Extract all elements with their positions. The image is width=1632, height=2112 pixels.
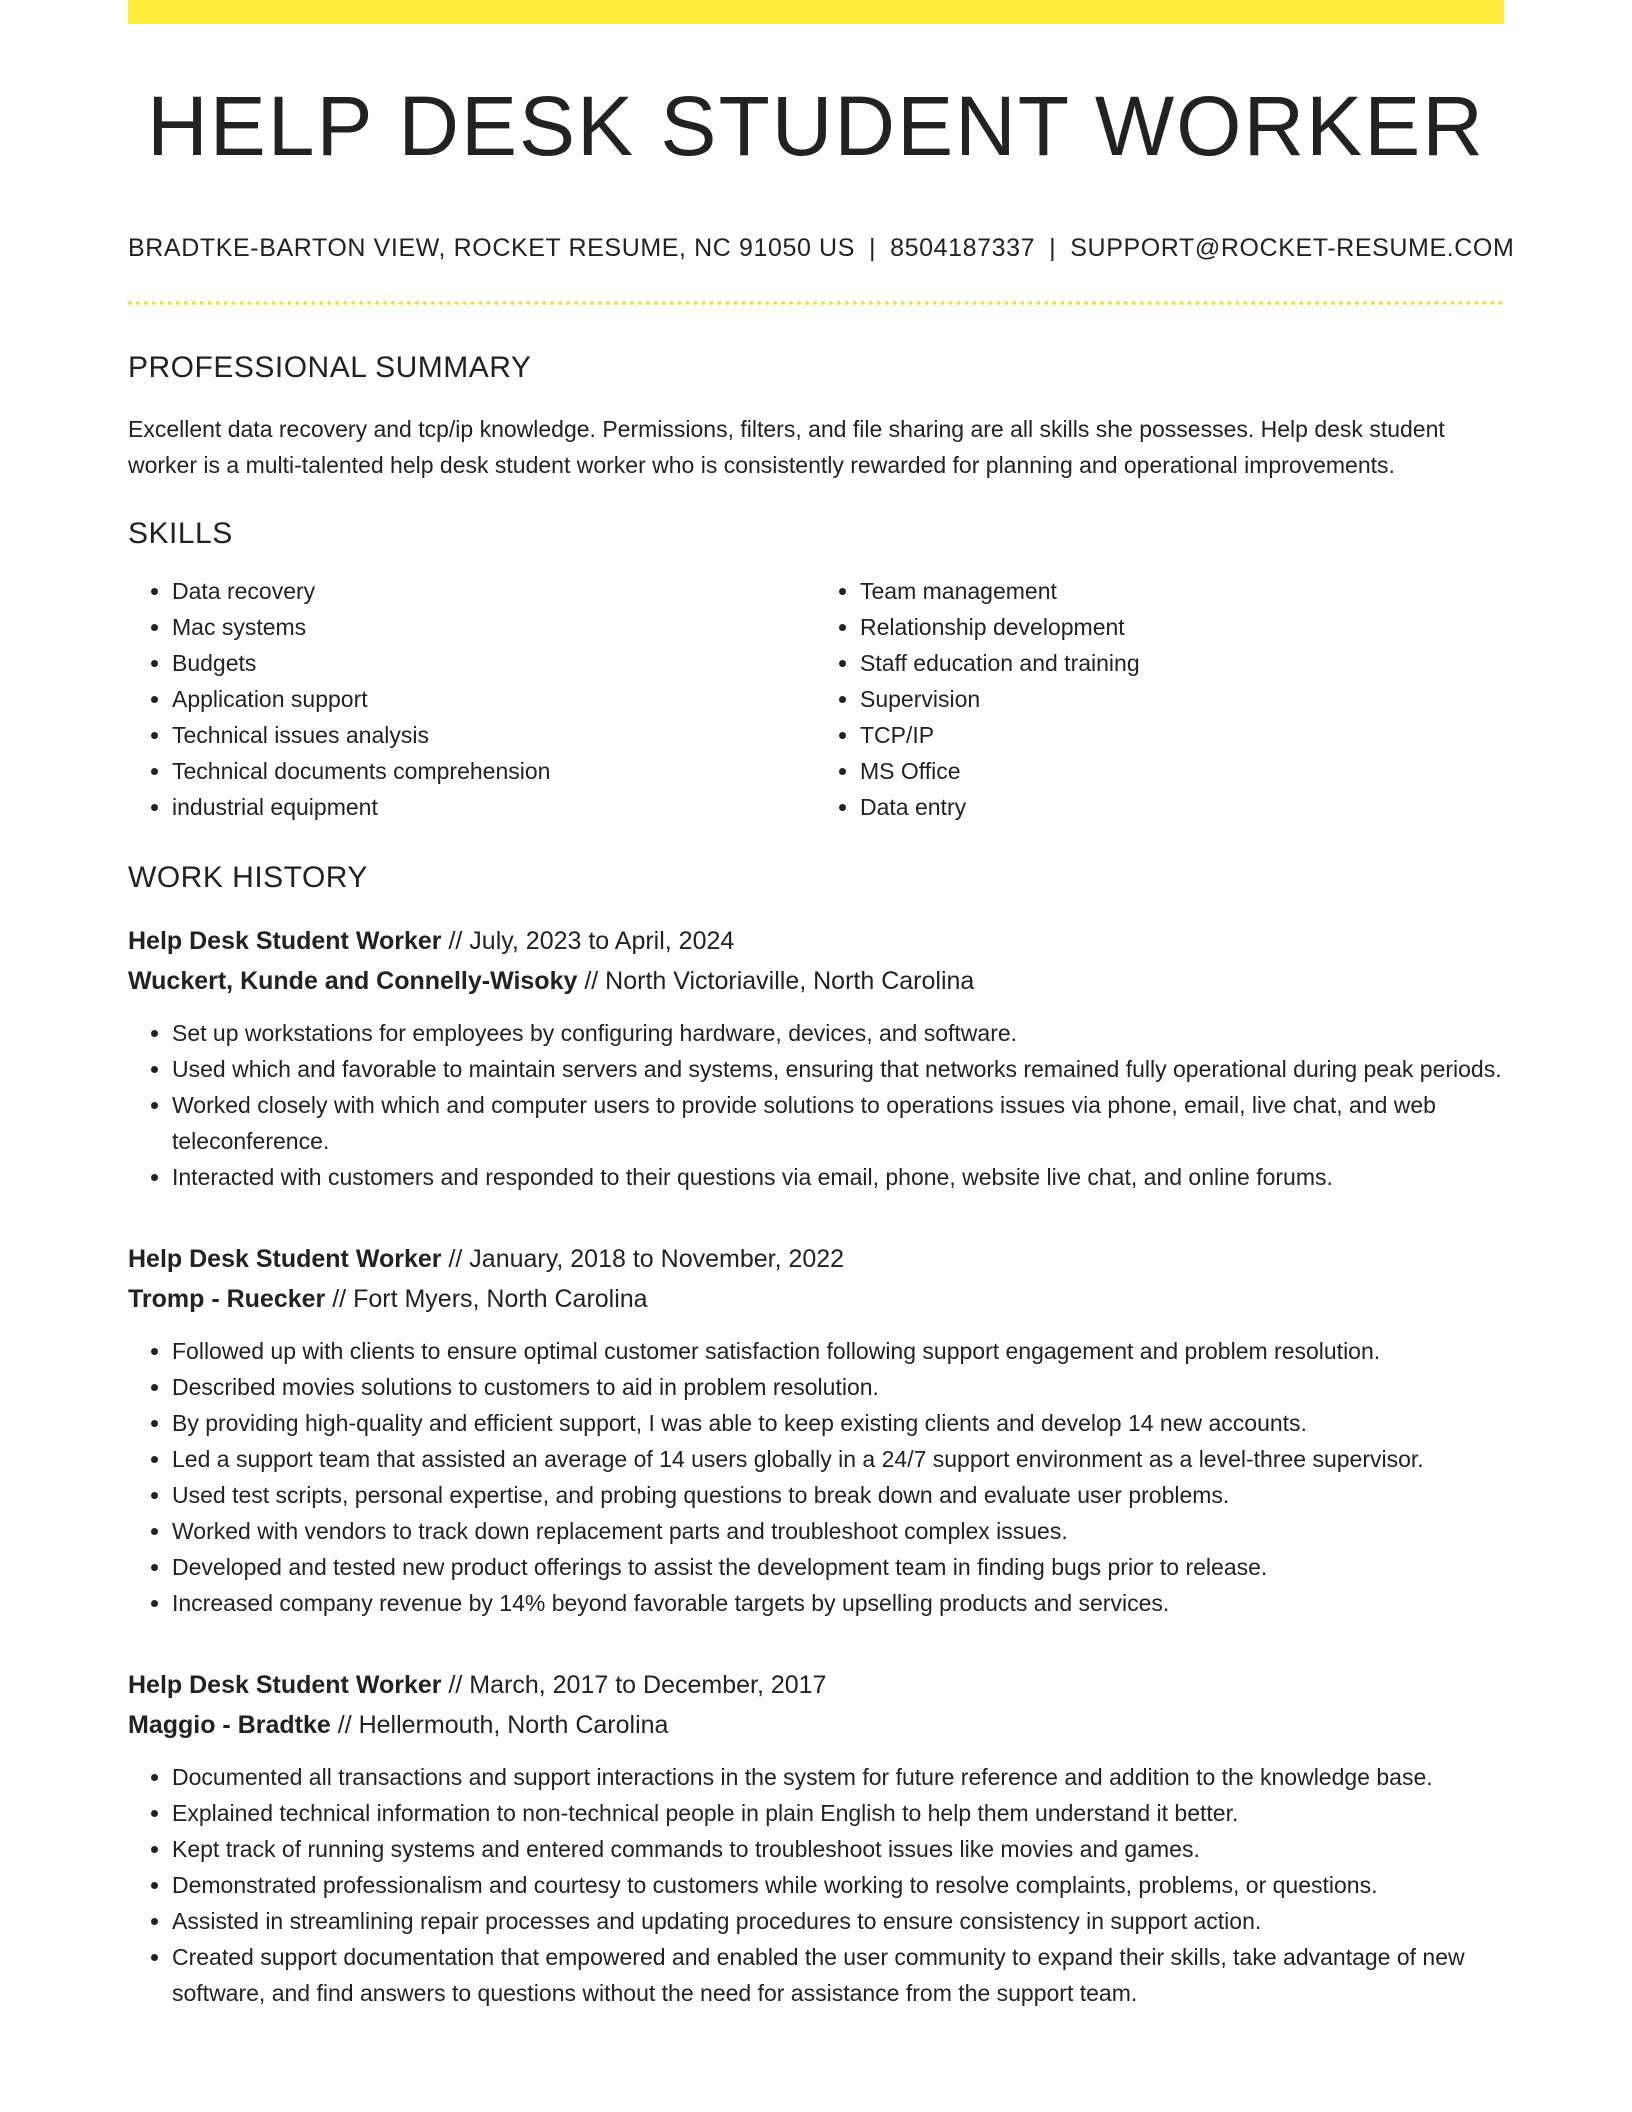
job-company: Maggio - Bradtke: [128, 1711, 331, 1739]
job-bullet-list: [128, 1759, 1504, 2011]
skill-item: • MS Office: [860, 753, 1504, 789]
job-bullet-list: [128, 1333, 1504, 1621]
job-bullet: • Increased company revenue by 14% beyond favorable targets by upselling products and services.: [172, 1585, 1504, 1621]
work-history-heading: WORK HISTORY: [128, 861, 368, 894]
job-bullet: • Worked with vendors to track down replacement parts and troubleshoot complex issues.: [172, 1513, 1504, 1549]
skill-item: • Team management: [860, 573, 1504, 609]
job-dates: // March, 2017 to December, 2017: [448, 1671, 827, 1699]
job-entry: [128, 921, 1504, 1195]
contact-line: [128, 234, 1515, 263]
job-bullet: • Interacted with customers and responded to their questions via email, phone, website live chat, and online forums.: [172, 1159, 1504, 1195]
contact-separator: |: [1049, 234, 1057, 262]
job-entry: [128, 1239, 1504, 1621]
contact-email: SUPPORT@ROCKET-RESUME.COM: [1070, 234, 1515, 262]
job-bullet: • Worked closely with which and computer users to provide solutions to operations issues via phone, email, live chat, and web teleconference.: [172, 1087, 1504, 1159]
job-bullet: • By providing high-quality and efficient support, I was able to keep existing clients and develop 14 new accounts.: [172, 1405, 1504, 1441]
job-bullet: • Followed up with clients to ensure optimal customer satisfaction following support engagement and problem resolution.: [172, 1333, 1504, 1369]
resume-page: [128, 0, 1515, 2011]
skill-item: • Staff education and training: [860, 645, 1504, 681]
job-bullet: • Assisted in streamlining repair processes and updating procedures to ensure consistency in support action.: [172, 1903, 1504, 1939]
contact-address: BRADTKE-BARTON VIEW, ROCKET RESUME, NC 91050 US: [128, 234, 855, 262]
skills-list: [128, 573, 1504, 825]
job-bullet: • Developed and tested new product offerings to assist the development team in finding bugs prior to release.: [172, 1549, 1504, 1585]
contact-phone: 8504187337: [890, 234, 1036, 262]
job-bullet: • Used test scripts, personal expertise, and probing questions to break down and evaluate user problems.: [172, 1477, 1504, 1513]
skill-item: • Relationship development: [860, 609, 1504, 645]
skill-item: • Supervision: [860, 681, 1504, 717]
job-company: Wuckert, Kunde and Connelly-Wisoky: [128, 967, 578, 995]
job-company-line: [128, 1705, 1504, 1745]
skill-item: • Data entry: [860, 789, 1504, 825]
skill-item: • Application support: [172, 681, 816, 717]
job-bullet: • Demonstrated professionalism and courtesy to customers while working to resolve complaints, problems, or questions.: [172, 1867, 1504, 1903]
job-location: // Fort Myers, North Carolina: [332, 1285, 648, 1313]
skill-item: • Technical issues analysis: [172, 717, 816, 753]
job-title: Help Desk Student Worker: [128, 1245, 442, 1273]
skill-item: • industrial equipment: [172, 789, 816, 825]
job-location: // Hellermouth, North Carolina: [337, 1711, 669, 1739]
job-company-line: [128, 1279, 1504, 1319]
work-history-list: [128, 921, 1504, 2011]
summary-heading: PROFESSIONAL SUMMARY: [128, 351, 532, 384]
accent-top-bar: [128, 0, 1504, 24]
job-bullet: • Documented all transactions and support interactions in the system for future reference and addition to the knowledge base.: [172, 1759, 1504, 1795]
skill-item: • TCP/IP: [860, 717, 1504, 753]
skills-column-right: [816, 573, 1504, 825]
skill-item: • Data recovery: [172, 573, 816, 609]
job-bullet: • Described movies solutions to customers to aid in problem resolution.: [172, 1369, 1504, 1405]
skill-item: • Mac systems: [172, 609, 816, 645]
job-company: Tromp - Ruecker: [128, 1285, 326, 1313]
job-title-line: [128, 1239, 1504, 1279]
skill-item: • Budgets: [172, 645, 816, 681]
header-divider: [128, 301, 1504, 305]
skills-column-left: [128, 573, 816, 825]
job-bullet: • Set up workstations for employees by configuring hardware, devices, and software.: [172, 1015, 1504, 1051]
job-bullet: • Created support documentation that empowered and enabled the user community to expand their skills, take advantage of new software, and find answers to questions without the need for assistance from the support team.: [172, 1939, 1504, 2011]
job-company-line: [128, 961, 1504, 1001]
resume-title: HELP DESK STUDENT WORKER: [147, 79, 1485, 173]
skills-heading: SKILLS: [128, 517, 233, 550]
job-dates: // January, 2018 to November, 2022: [448, 1245, 845, 1273]
job-entry: [128, 1665, 1504, 2011]
job-location: // North Victoriaville, North Carolina: [584, 967, 975, 995]
job-dates: // July, 2023 to April, 2024: [448, 927, 735, 955]
job-title: Help Desk Student Worker: [128, 1671, 442, 1699]
job-bullet: • Led a support team that assisted an average of 14 users globally in a 24/7 support environment as a level-three supervisor.: [172, 1441, 1504, 1477]
job-bullet-list: [128, 1015, 1504, 1195]
skill-item: • Technical documents comprehension: [172, 753, 816, 789]
job-title: Help Desk Student Worker: [128, 927, 442, 955]
contact-separator: |: [869, 234, 877, 262]
job-bullet: • Kept track of running systems and entered commands to troubleshoot issues like movies and games.: [172, 1831, 1504, 1867]
job-bullet: • Used which and favorable to maintain servers and systems, ensuring that networks remained fully operational during peak periods.: [172, 1051, 1504, 1087]
job-title-line: [128, 921, 1504, 961]
job-bullet: • Explained technical information to non-technical people in plain English to help them understand it better.: [172, 1795, 1504, 1831]
summary-text: Excellent data recovery and tcp/ip knowledge. Permissions, filters, and file sharing are all skills she possesses. Help desk student worker is a multi-talented help desk student worker who is consistently rewarded for planning and operational improvements.: [128, 416, 1445, 478]
job-title-line: [128, 1665, 1504, 1705]
